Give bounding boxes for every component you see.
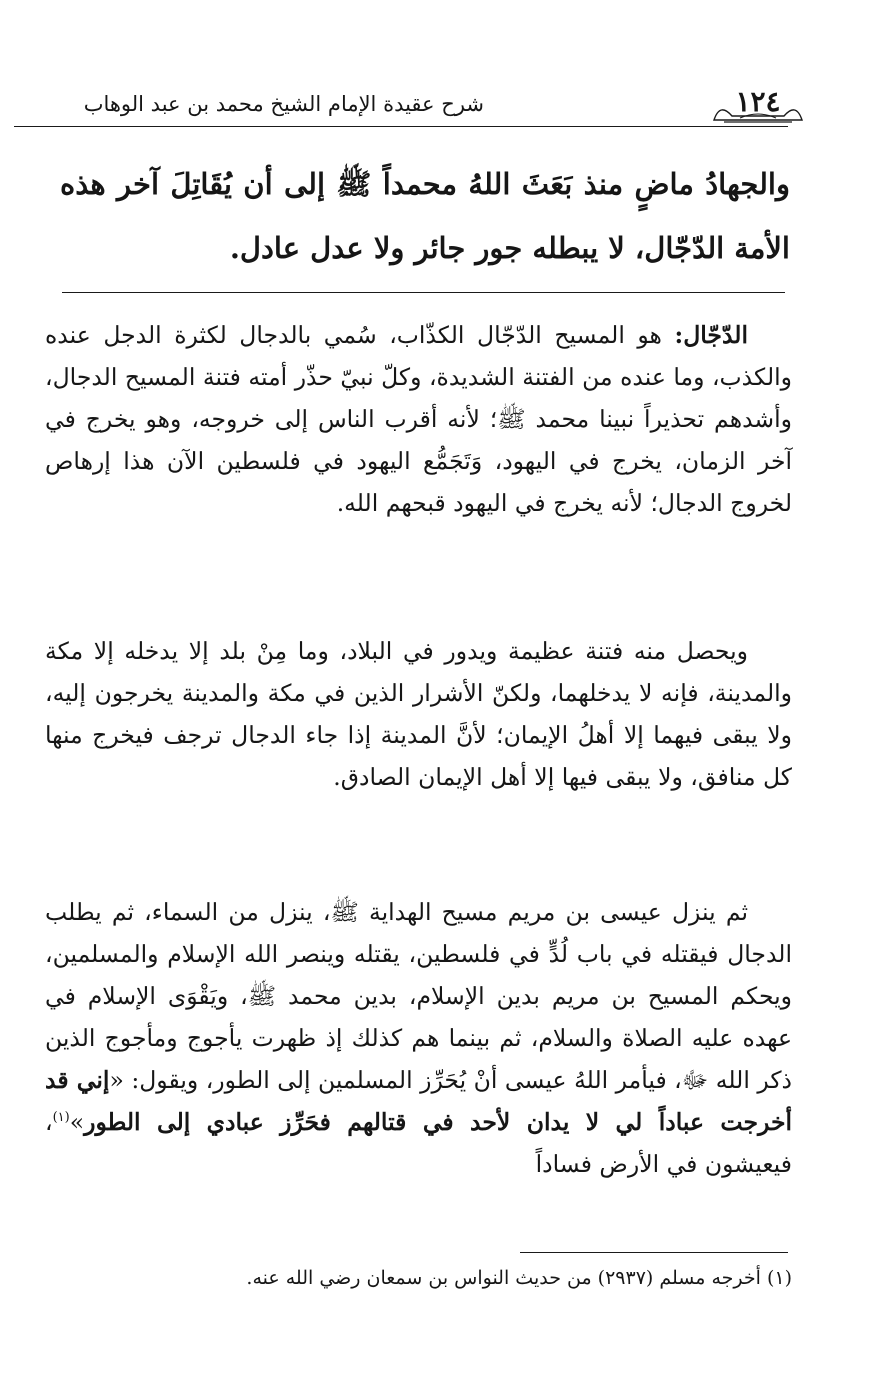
defined-term: الدّجّال:	[674, 321, 748, 349]
footnote-reference[interactable]: (١)	[52, 1110, 70, 1126]
footnote-separator	[520, 1252, 788, 1253]
matn-text: والجهادُ ماضٍ منذ بَعَثَ اللهُ محمداً ﷺ إلى أن يُقَاتِلَ آخر هذه الأمة الدّجّال، لا يبطله جور جائر ولا عدل عادل.	[60, 167, 790, 265]
paragraph-text: ثم ينزل عيسى بن مريم مسيح الهداية ﷺ، ينزل من السماء، ثم يطلب الدجال فيقتله في باب لُدٍّ في فلسطين، يقتله وينصر الله الإسلام والمسلمين، ويحكم المسيح بن مريم بدين الإسلام، بدين محمد ﷺ، ويَقْوَى الإسلام في عهده عليه الصلاة والسلام، ثم بينما هم كذلك إذ ظهرت يأجوج ومأجوج الذين ذكر الله ﷻ، فيأمر اللهُ عيسى أنْ يُحَرِّز المسلمين إلى الطور، ويقول: «	[45, 898, 792, 1094]
running-title: شرح عقيدة الإمام الشيخ محمد بن عبد الوهاب	[83, 92, 484, 116]
page-header	[14, 85, 788, 127]
commentary-paragraph-3	[45, 891, 792, 1185]
commentary-paragraph-2	[45, 630, 792, 798]
footnote: (١) أخرجه مسلم (٢٩٣٧) من حديث النواس بن سمعان رضي الله عنه.	[246, 1267, 792, 1289]
page-number: ١٢٤	[735, 85, 781, 118]
paragraph-text: هو المسيح الدّجّال الكذّاب، سُمي بالدجال لكثرة الدجل عنده والكذب، وما عنده من الفتنة الشديدة، وكلّ نبيّ حذّر أمته فتنة المسيح الدجال، وأشدهم تحذيراً نبينا محمد ﷺ؛ لأنه أقرب الناس إلى خروجه، وهو يخرج في آخر الزمان، يخرج في اليهود، وَتَجَمُّع اليهود في فلسطين الآن هذا إرهاص لخروج الدجال؛ لأنه يخرج في اليهود قبحهم الله.	[45, 321, 792, 517]
hadith-quote: إني قد أخرجت عباداً لي لا يدان لأحد في قتالهم فحَرِّز عبادي إلى الطور	[45, 1066, 792, 1136]
paragraph-tail: ، فيعيشون في الأرض فساداً	[45, 1108, 792, 1178]
page-number-badge	[710, 82, 806, 126]
section-divider	[62, 292, 785, 293]
quote-close: »	[69, 1108, 85, 1136]
paragraph-text: ويحصل منه فتنة عظيمة ويدور في البلاد، وما مِنْ بلد إلا يدخله إلا مكة والمدينة، فإنه لا يدخلهما، ولكنّ الأشرار الذين في مكة والمدينة يخرجون إليه، ولا يبقى فيهما إلا أهلُ الإيمان؛ لأنَّ المدينة إذا جاء الدجال ترجف فيخرج منها كل منافق، ولا يبقى فيها إلا أهل الإيمان الصادق.	[45, 637, 792, 791]
commentary-paragraph-1	[45, 314, 792, 524]
